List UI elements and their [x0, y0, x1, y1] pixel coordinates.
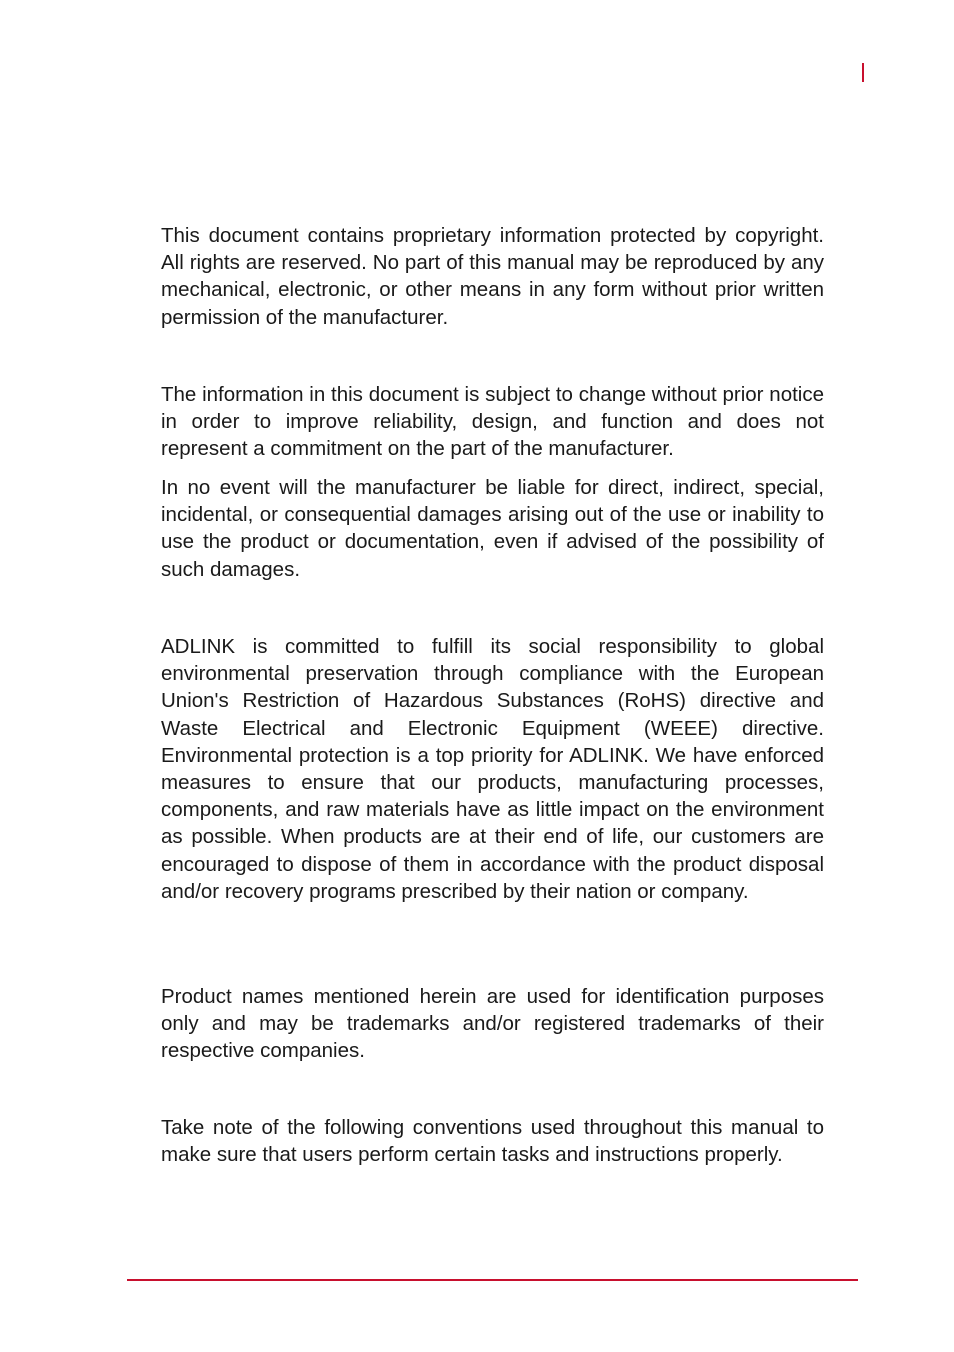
footer-rule [127, 1279, 858, 1281]
environmental-paragraph: ADLINK is committed to fulfill its social responsibility to global environmental preservation through compliance with the European Union's Restriction of Hazardous Substances (RoHS) directive and Waste Electrical and Electronic Equipment (WEEE) directive. Environmental protection is a top priority for ADLINK. We have enforced measures to ensure that our products, manufacturing processes, components, and raw materials have as little impact on the environment as possible. When products are at their end of life, our customers are encouraged to dispose of them in accordance with the product disposal and/or recovery programs prescribed by their nation or company. [161, 635, 824, 903]
copyright-paragraph: This document contains proprietary information protected by copyright. All rights are reserved. No part of this manual may be reproduced by any mechanical, electronic, or other means in any form without prior written permission of the manufacturer. [161, 224, 824, 329]
disclaimer-paragraph-1: The information in this document is subject to change without prior notice in order to improve reliability, design, and function and does not represent a commitment on the part of the manufacturer. [161, 383, 824, 461]
trademarks-paragraph: Product names mentioned herein are used for identification purposes only and may be trademarks and/or registered trademarks of their respective companies. [161, 985, 824, 1063]
conventions-paragraph: Take note of the following conventions used throughout this manual to make sure that users perform certain tasks and instructions properly. [161, 1116, 824, 1167]
disclaimer-paragraph-2: In no event will the manufacturer be liable for direct, indirect, special, incidental, or consequential damages arising out of the use or inability to use the product or documentation, even if advised of the possibility of such damages. [161, 476, 824, 581]
header-accent-bar [862, 63, 864, 82]
